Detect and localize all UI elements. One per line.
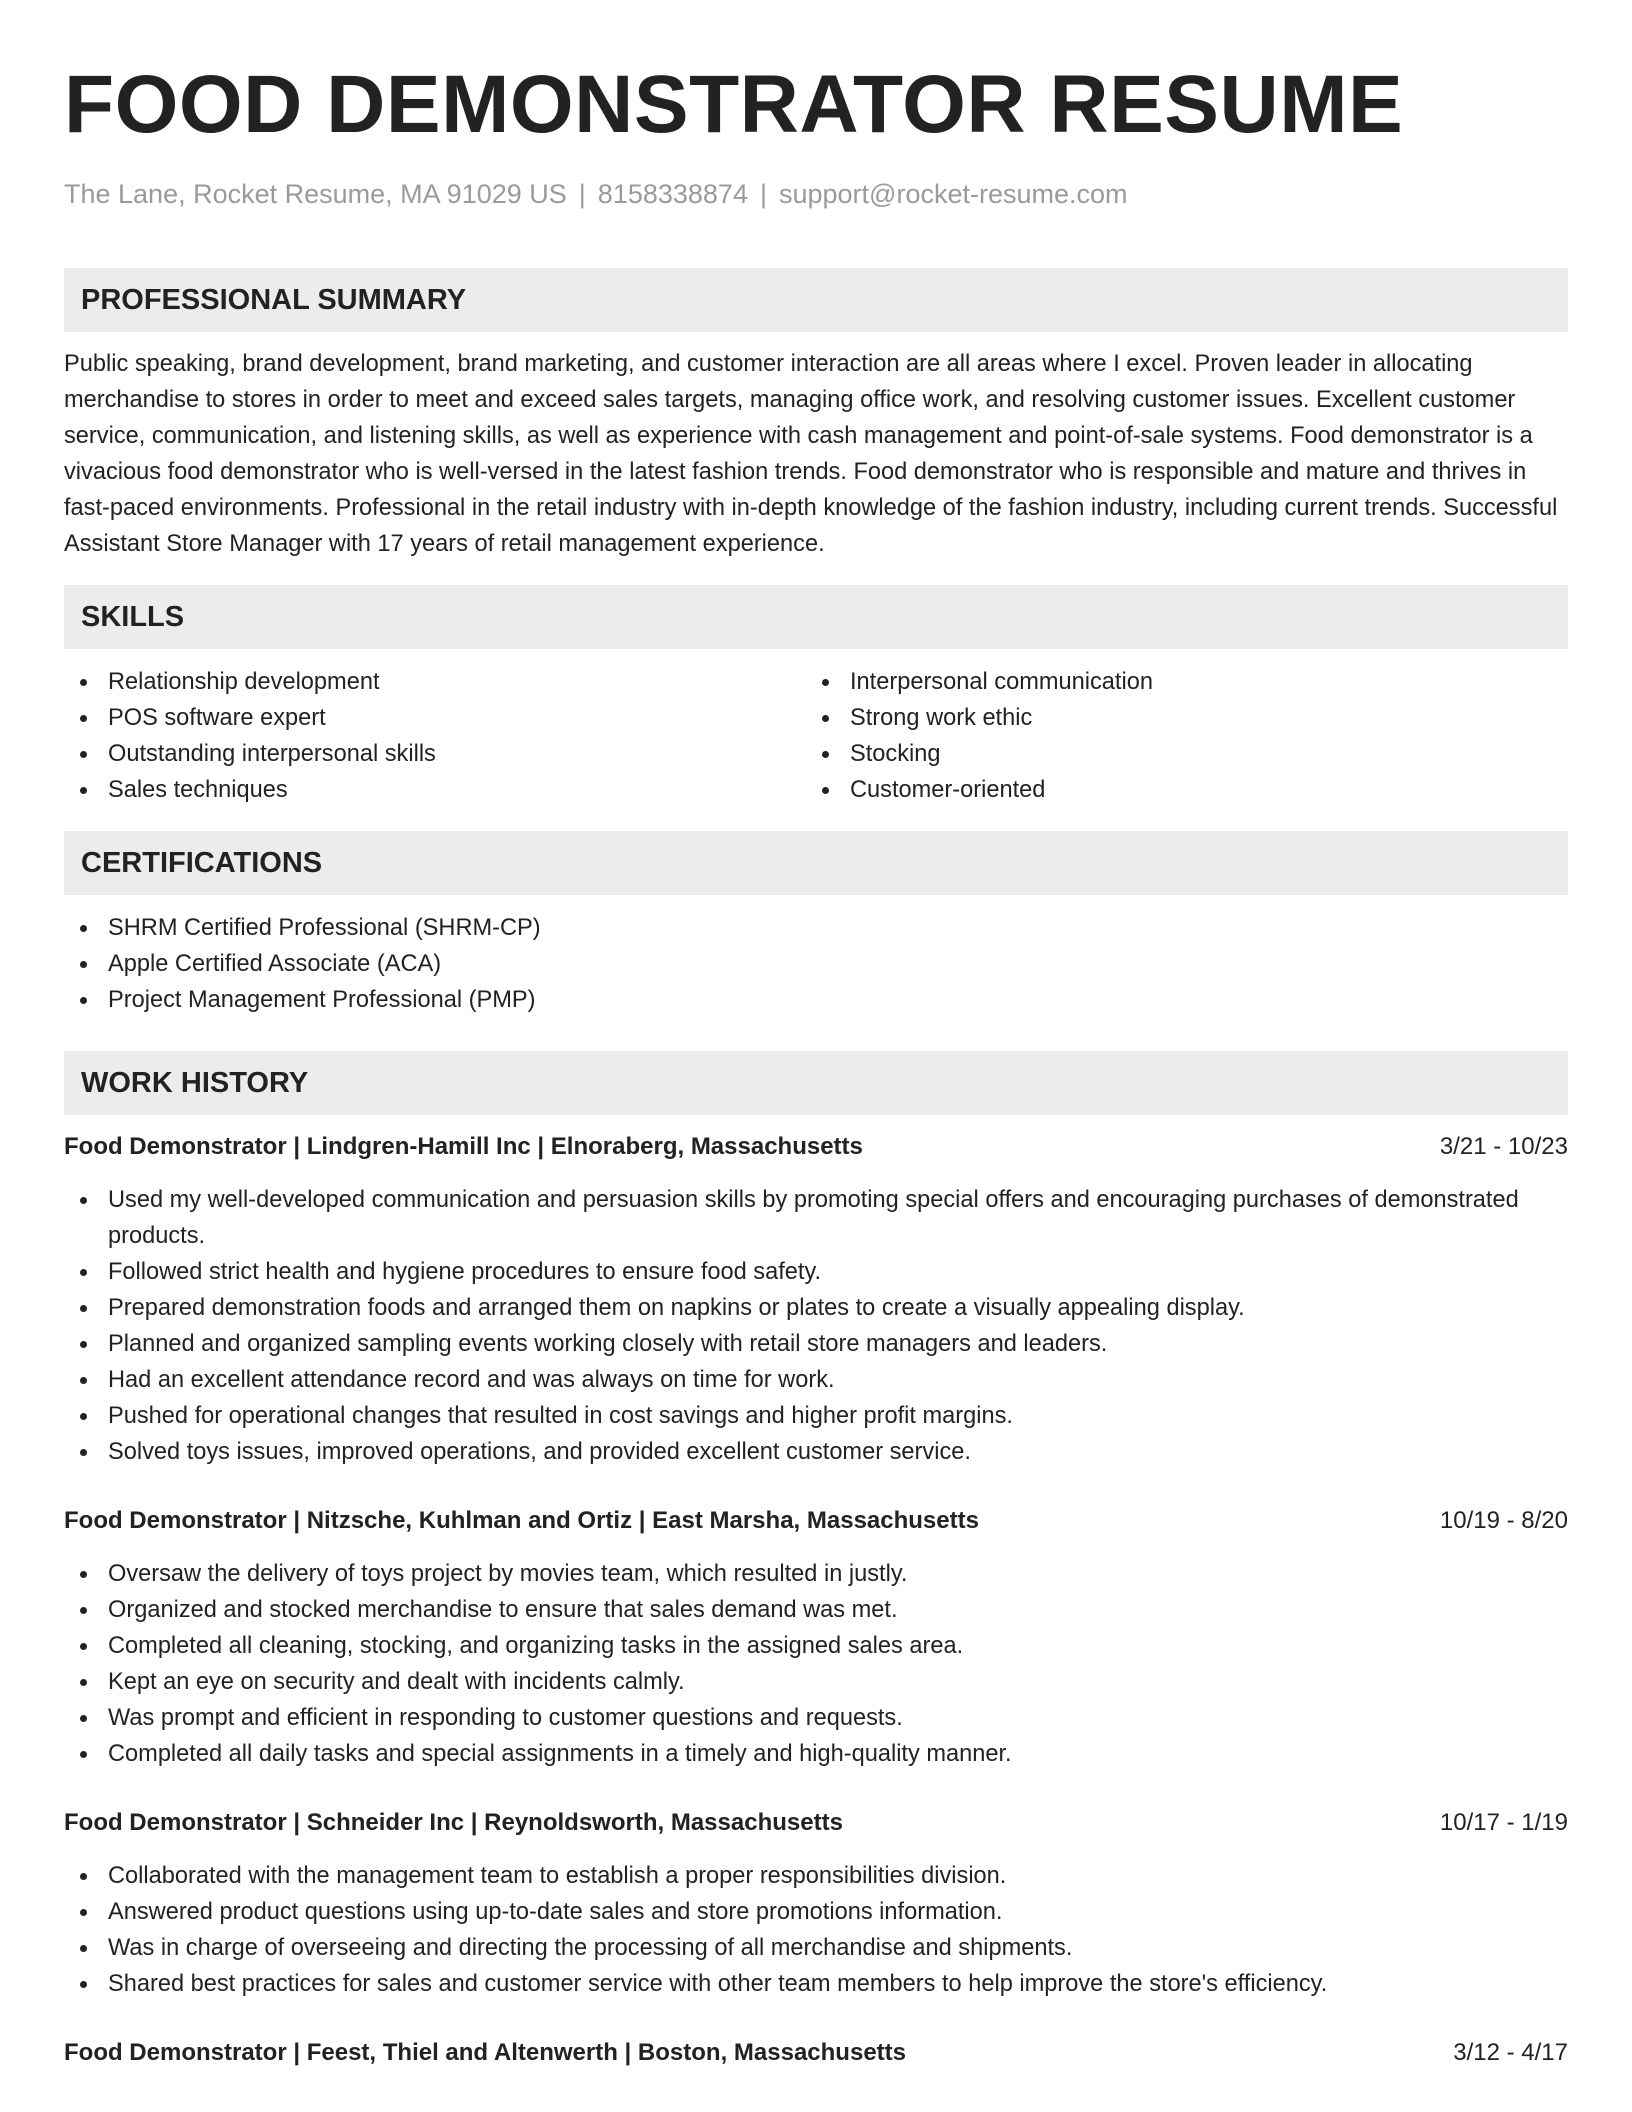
job-entry [64, 1129, 1568, 1470]
certifications-heading: CERTIFICATIONS [64, 831, 1568, 895]
job-bullet: Followed strict health and hygiene procedures to ensure food safety. [64, 1254, 1568, 1290]
job-entry [64, 1805, 1568, 2002]
job-bullet: Used my well-developed communication and persuasion skills by promoting special offers and encouraging purchases of demonstrated products. [64, 1182, 1568, 1254]
job-dates: 10/19 - 8/20 [1439, 1507, 1568, 1534]
job-bullets [64, 1556, 1568, 1772]
job-bullet: Planned and organized sampling events working closely with retail store managers and leaders. [64, 1326, 1568, 1362]
job-entry [64, 2035, 1568, 2071]
job-bullet: Was in charge of overseeing and directing the processing of all merchandise and shipments. [64, 1930, 1568, 1966]
skill-item: Stocking [806, 736, 1548, 772]
skill-item: Interpersonal communication [806, 664, 1548, 700]
summary-text: Public speaking, brand development, brand marketing, and customer interaction are all areas where I excel. Proven leader in allocating merchandise to stores in order to meet and exceed sales targets, managing office work, and resolving customer issues. Excellent customer service, communication, and listening skills, as well as experience with cash management and point-of-sale systems. Food demonstrator is a vivacious food demonstrator who is well-versed in the latest fashion trends. Food demonstrator who is responsible and mature and thrives in fast-paced environments. Professional in the retail industry with in-depth knowledge of the fashion industry, including current trends. Successful Assistant Store Manager with 17 years of retail management experience. [64, 351, 1558, 557]
job-header [64, 1503, 1568, 1539]
job-bullets [64, 1182, 1568, 1470]
skill-item: Strong work ethic [806, 700, 1548, 736]
job-dates: 10/17 - 1/19 [1439, 1809, 1568, 1836]
job-title: Food Demonstrator | Schneider Inc | Reynoldsworth, Massachusetts [64, 1809, 843, 1836]
job-bullet: Solved toys issues, improved operations, and provided excellent customer service. [64, 1434, 1568, 1470]
job-bullet: Completed all daily tasks and special assignments in a timely and high-quality manner. [64, 1736, 1568, 1772]
summary-heading: PROFESSIONAL SUMMARY [64, 268, 1568, 332]
skills-column-right [806, 664, 1548, 808]
resume-title: FOOD DEMONSTRATOR RESUME [64, 59, 1404, 150]
resume-page [64, 0, 1568, 2071]
contact-email: support@rocket-resume.com [778, 179, 1128, 209]
contact-phone: 8158338874 [597, 179, 748, 209]
skills-heading: SKILLS [64, 585, 1568, 649]
job-bullet: Oversaw the delivery of toys project by movies team, which resulted in justly. [64, 1556, 1568, 1592]
skill-item: POS software expert [64, 700, 806, 736]
certification-item: SHRM Certified Professional (SHRM-CP) [64, 910, 1568, 946]
job-header [64, 1129, 1568, 1165]
job-bullet: Had an excellent attendance record and was always on time for work. [64, 1362, 1568, 1398]
job-entry [64, 1503, 1568, 1772]
work-history-heading: WORK HISTORY [64, 1051, 1568, 1115]
job-dates: 3/12 - 4/17 [1453, 2039, 1568, 2066]
skills-grid [64, 664, 1568, 808]
job-header [64, 1805, 1568, 1841]
contact-separator: | [759, 179, 767, 209]
job-bullet: Prepared demonstration foods and arranged them on napkins or plates to create a visually appealing display. [64, 1290, 1568, 1326]
job-bullet: Answered product questions using up-to-date sales and store promotions information. [64, 1894, 1568, 1930]
job-bullet: Pushed for operational changes that resulted in cost savings and higher profit margins. [64, 1398, 1568, 1434]
contact-separator: | [578, 179, 586, 209]
skill-item: Customer-oriented [806, 772, 1548, 808]
certification-item: Project Management Professional (PMP) [64, 982, 1568, 1018]
skill-item: Outstanding interpersonal skills [64, 736, 806, 772]
skills-column-left [64, 664, 806, 808]
job-bullet: Shared best practices for sales and customer service with other team members to help improve the store's efficiency. [64, 1966, 1568, 2002]
job-dates: 3/21 - 10/23 [1439, 1133, 1568, 1160]
job-bullets [64, 1858, 1568, 2002]
job-bullet: Completed all cleaning, stocking, and organizing tasks in the assigned sales area. [64, 1628, 1568, 1664]
job-bullet: Kept an eye on security and dealt with incidents calmly. [64, 1664, 1568, 1700]
job-title: Food Demonstrator | Lindgren-Hamill Inc | Elnoraberg, Massachusetts [64, 1133, 863, 1160]
contact-line [64, 176, 1568, 212]
contact-address: The Lane, Rocket Resume, MA 91029 US [64, 179, 567, 209]
skill-item: Relationship development [64, 664, 806, 700]
job-bullet: Organized and stocked merchandise to ensure that sales demand was met. [64, 1592, 1568, 1628]
job-title: Food Demonstrator | Nitzsche, Kuhlman and Ortiz | East Marsha, Massachusetts [64, 1507, 979, 1534]
skill-item: Sales techniques [64, 772, 806, 808]
job-title: Food Demonstrator | Feest, Thiel and Altenwerth | Boston, Massachusetts [64, 2039, 906, 2066]
job-bullet: Was prompt and efficient in responding to customer questions and requests. [64, 1700, 1568, 1736]
certification-item: Apple Certified Associate (ACA) [64, 946, 1568, 982]
job-header [64, 2035, 1568, 2071]
certifications-list [64, 910, 1568, 1018]
job-bullet: Collaborated with the management team to establish a proper responsibilities division. [64, 1858, 1568, 1894]
